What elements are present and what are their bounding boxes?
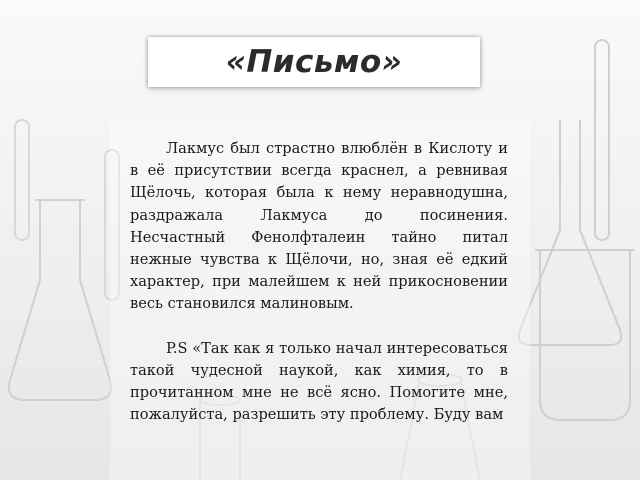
paragraph-story: Лакмус был страстно влюблён в Кислоту и в её присутствии всегда краснел, а ревнивая Щёлочь, которая была к нему неравнодушна, раздражала Лакмуса до посинения. Несчастный Фенолфталеин тайно питал нежные чувства к Щёлочи, но, зная её едкий характер, при малейшем к ней прикосновении весь становился малиновым. xyxy=(130,140,508,313)
letter-text xyxy=(130,138,508,426)
title-box xyxy=(148,37,480,87)
paragraph-postscript: P.S «Так как я только начал интересоваться такой чудесной наукой, как химия, то в прочитанном мне не всё ясно. Помогите мне, пожалуйста, разрешить эту проблему. Буду вам xyxy=(130,339,508,424)
slide-title: «Письмо» xyxy=(225,44,403,80)
